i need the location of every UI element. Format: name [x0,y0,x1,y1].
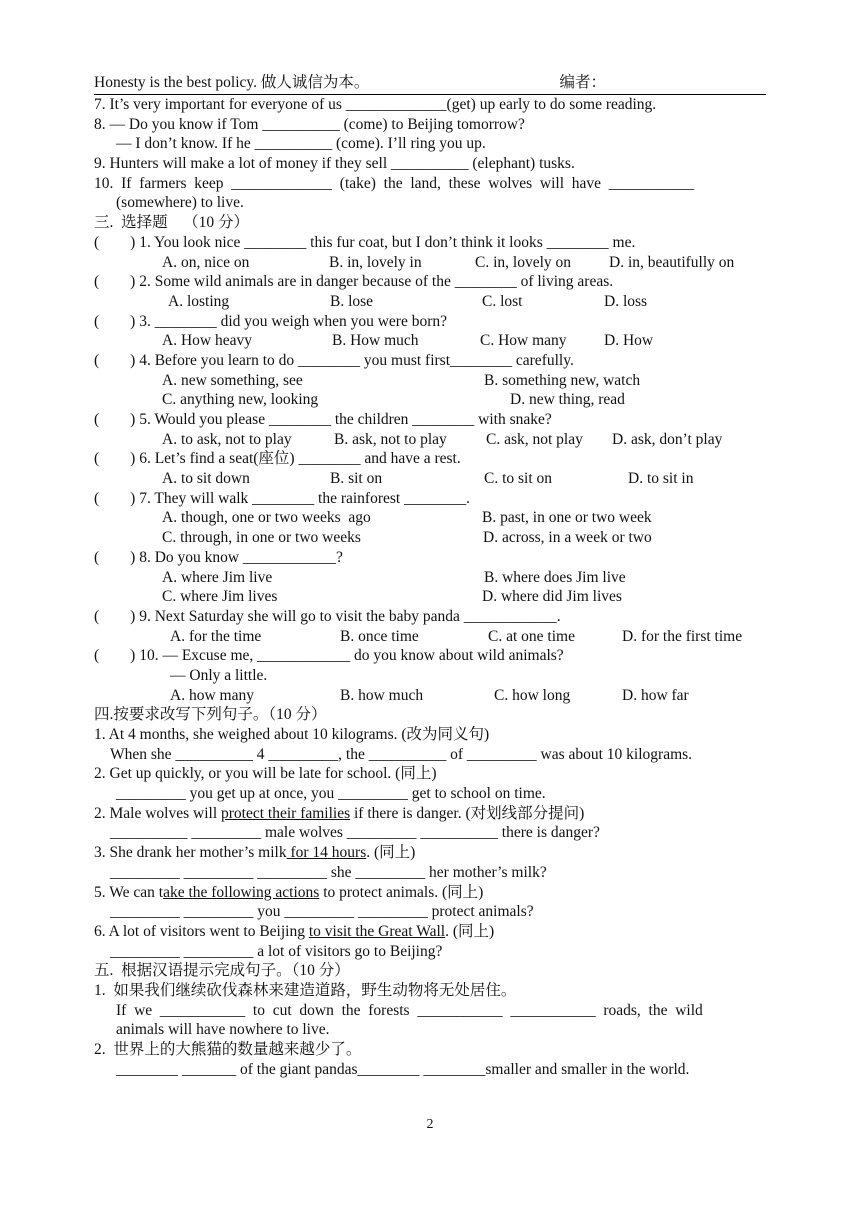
option: A. to sit down [162,470,250,488]
q8-fill: 8. — Do you know if Tom __________ (come) to Beijing tomorrow? [94,115,525,133]
worksheet-page [94,70,766,1079]
option: C. anything new, looking [162,391,319,409]
mc-q7-options-a [94,508,766,528]
option: D. ask, don’t play [612,430,723,448]
underlined-part: to visit the Great Wall [308,922,446,940]
q10-fill: 10. If farmers keep _____________ (take) the land, these wolves will have ___________ [94,174,695,192]
mc-q1: ( ) 1. You look nice ________ this fur coat, but I don’t think it looks ________ me. [94,233,636,251]
mc-q8-options-b [94,587,766,607]
mc-q9: ( ) 9. Next Saturday she will go to visit the baby panda ____________. [94,607,561,625]
q7-fill: 7. It’s very important for everyone of us _____________(get) up early to do some reading. [94,96,657,113]
section-4-heading: 四.按要求改写下列句子。（10 分） [94,706,327,724]
rewrite-5: 5. We can take the following actions to protect animals. (同上) [94,883,484,901]
translate-1-en: If we ___________ to cut down the forests ___________ ___________ roads, the wild [116,1001,703,1019]
option: B. past, in one or two week [482,509,652,527]
rewrite-6-answer: _________ _________ a lot of visitors go to Beijing? [110,942,443,960]
option: D. where did Jim lives [482,588,622,606]
option: A. though, one or two weeks ago [162,509,371,527]
option: D. loss [604,292,648,310]
mc-q8: ( ) 8. Do you know ____________? [94,548,343,566]
option: B. where does Jim live [484,568,626,586]
mc-q6-options [94,469,766,489]
option: A. where Jim live [162,568,273,586]
rewrite-2: 2. Get up quickly, or you will be late for school. (同上) [94,765,437,783]
section-3-heading: 三. 选择题 （10 分） [94,214,250,232]
rewrite-4: 3. She drank her mother’s milk for 14 hours. (同上) [94,844,416,862]
mc-q2: ( ) 2. Some wild animals are in danger because of the ________ of living areas. [94,273,614,291]
option: A. for the time [170,627,262,645]
mc-q5-options [94,430,766,450]
page-number: 2 [426,1117,434,1132]
option: D. to sit in [628,470,694,488]
option: A. new something, see [162,371,303,389]
underlined-part: ake the following actions [163,883,320,901]
option: B. something new, watch [484,371,641,389]
mc-q2-options [94,292,766,312]
rewrite-4-answer: _________ _________ _________ she _________ her mother’s milk? [110,863,547,881]
mc-q1-options [94,253,766,273]
mc-q3: ( ) 3. ________ did you weigh when you were born? [94,312,447,330]
option: C. to sit on [484,470,553,488]
rewrite-3-answer: __________ _________ male wolves _________ __________ there is danger? [110,824,600,842]
rewrite-1: 1. At 4 months, she weighed about 10 kilograms. (改为同义句) [94,726,490,743]
mc-q7: ( ) 7. They will walk ________ the rainforest ________. [94,489,470,507]
option: D. across, in a week or two [483,529,652,547]
mc-q5: ( ) 5. Would you please ________ the children ________ with snake? [94,411,552,428]
translate-2-cn: 2. 世界上的大熊猫的数量越来越少了。 [94,1041,362,1058]
mc-q4: ( ) 4. Before you learn to do ________ you must first________ carefully. [94,351,574,369]
option: C. how long [494,686,571,704]
translate-1-cn: 1. 如果我们继续砍伐森林来建造道路，野生动物将无处居住。 [94,981,517,999]
option: A. How heavy [162,332,252,350]
option: A. losting [168,292,230,310]
option: A. how many [170,686,254,704]
option: B. How much [332,332,419,350]
option: C. at one time [488,627,575,645]
option: B. once time [340,627,419,645]
rewrite-3: 2. Male wolves will protect their families if there is danger. (对划线部分提问) [94,804,585,822]
option: D. in, beautifully on [609,253,735,271]
underlined-part: for 14 hours [286,844,367,862]
rewrite-6: 6. A lot of visitors went to Beijing to visit the Great Wall. (同上) [94,922,495,940]
option: B. ask, not to play [334,430,447,448]
mc-q8-options-a [94,568,766,588]
section-5-heading: 五. 根据汉语提示完成句子。（10 分） [94,962,350,980]
header-motto: Honesty is the best policy. 做人诚信为本。 [94,74,370,91]
option: B. lose [330,292,374,310]
q8-reply: — I don’t know. If he __________ (come). I’ll ring you up. [116,135,486,153]
mc-q7-options-b [94,528,766,548]
q9-fill: 9. Hunters will make a lot of money if they sell __________ (elephant) tusks. [94,155,575,173]
option: B. in, lovely in [329,253,422,271]
option: D. how far [622,686,689,704]
option: C. lost [482,292,523,310]
option: D. How [604,332,654,350]
mc-q10-options [94,686,766,706]
mc-q4-options-a [94,371,766,391]
option: C. where Jim lives [162,588,278,606]
header-editor: 编者： [559,74,606,91]
option: A. on, nice on [162,253,250,271]
rewrite-1-answer: When she __________ 4 _________, the __________ of _________ was about 10 kilograms. [110,745,693,763]
mc-q6: ( ) 6. Let’s find a seat(座位) ________ and have a rest. [94,450,461,468]
rewrite-2-answer: _________ you get up at once, you _________ get to school on time. [116,785,546,803]
option: D. for the first time [622,627,743,645]
translate-1-en-cont: animals will have nowhere to live. [116,1021,330,1039]
mc-q10-reply: — Only a little. [170,666,268,684]
page-header [94,70,766,95]
option: C. through, in one or two weeks [162,529,361,547]
option: B. sit on [330,470,383,488]
mc-q4-options-b [94,390,766,410]
option: A. to ask, not to play [162,430,292,448]
option: B. how much [340,686,424,704]
mc-q3-options [94,331,766,351]
translate-2-en: ________ _______ of the giant pandas________ ________smaller and smaller in the world. [116,1060,690,1078]
mc-q9-options [94,627,766,647]
option: C. ask, not play [486,430,583,448]
q10-fill-cont: (somewhere) to live. [116,194,244,212]
option: C. in, lovely on [475,253,572,271]
rewrite-5-answer: _________ _________ you _________ _________ protect animals? [110,903,534,921]
mc-q10: ( ) 10. — Excuse me, ____________ do you know about wild animals? [94,647,564,665]
option: D. new thing, read [510,391,625,409]
underlined-part: protect their families [221,804,351,822]
option: C. How many [480,332,567,350]
